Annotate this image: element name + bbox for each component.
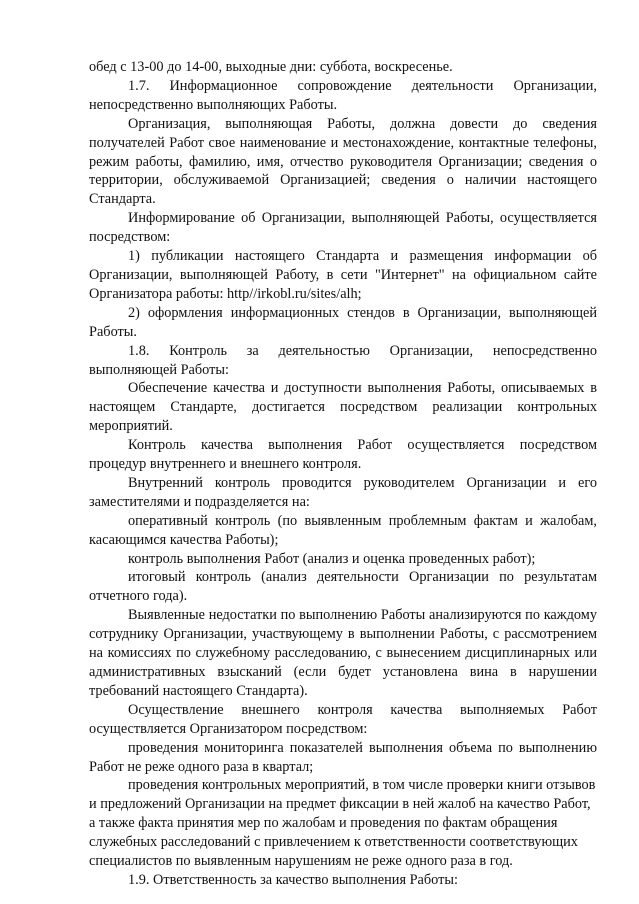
paragraph-internal-control: Внутренний контроль проводится руководителем Организации и его заместителями и подразделяется на:: [89, 474, 597, 510]
list-item-final-control: итоговый контроль (анализ деятельности Организации по результатам отчетного года).: [89, 569, 597, 605]
paragraph-quality-control: Контроль качества выполнения Работ осуществляется посредством процедур внутреннего и внешнего контроля.: [89, 437, 597, 473]
paragraph-schedule: обед с 13-00 до 14-00, выходные дни: суббота, воскресенье.: [89, 59, 453, 75]
section-1-9-heading: 1.9. Ответственность за качество выполнения Работы:: [128, 871, 458, 888]
paragraph-external-control: Осуществление внешнего контроля качества выполняемых Работ осуществляется Организатором посредством:: [89, 701, 597, 737]
list-item-publication: 1) публикации настоящего Стандарта и размещения информации об Организации, выполняющей Работу, в сети "Интернет" на официальном сайте Организатора работы: http//irkobl.ru/sites/alh;: [89, 248, 597, 302]
paragraph-deficiencies: Выявленные недостатки по выполнению Работы анализируются по каждому сотруднику Организации, участвующему в выполнении Работы, с рассмотрением на комиссиях по служебному расследованию, с вынесением дисциплинарных или административных взысканий (если будет установлена вина в нарушении требований настоящего Стандарта).: [89, 607, 597, 699]
list-item-work-control: контроль выполнения Работ (анализ и оценка проведенных работ);: [128, 550, 536, 567]
paragraph-quality-assurance: Обеспечение качества и доступности выполнения Работы, описываемых в настоящем Стандарте, достигается посредством реализации контрольных мероприятий.: [89, 380, 597, 435]
list-item-operative-control: оперативный контроль (по выявленным проблемным фактам и жалобам, касающимся качества Работы);: [89, 512, 597, 548]
list-item-monitoring: проведения мониторинга показателей выполнения объема по выполнению Работ не реже одного раза в квартал;: [89, 739, 597, 775]
list-item-stands: 2) оформления информационных стендов в Организации, выполняющей Работы.: [89, 304, 597, 340]
section-1-7-heading: 1.7. Информационное сопровождение деятельности Организации, непосредственно выполняющих Работы.: [89, 77, 597, 113]
paragraph-organization-duties: Организация, выполняющая Работы, должна довести до сведения получателей Работ свое наименование и местонахождение, контактные телефоны, режим работы, фамилию, имя, отчество руководителя Организации; сведения о территории, обслуживаемой Организацией; сведения о наличии настоящего Стандарта.: [89, 115, 597, 208]
paragraph-informing: Информирование об Организации, выполняющей Работы, осуществляется посредством:: [89, 210, 597, 246]
section-1-8-heading: 1.8. Контроль за деятельностью Организации, непосредственно выполняющей Работы:: [89, 342, 597, 378]
list-item-inspections: проведения контрольных мероприятий, в том числе проверки книги отзывов и предложений Организации на предмет фиксации в ней жалоб на качество Работ, а также факта принятия мер по жалобам и проведения по фактам обращения служебных расследований с привлечением к ответственности соответствующих специалистов по выявленным нарушениям не реже одного раза в год.: [89, 777, 596, 870]
